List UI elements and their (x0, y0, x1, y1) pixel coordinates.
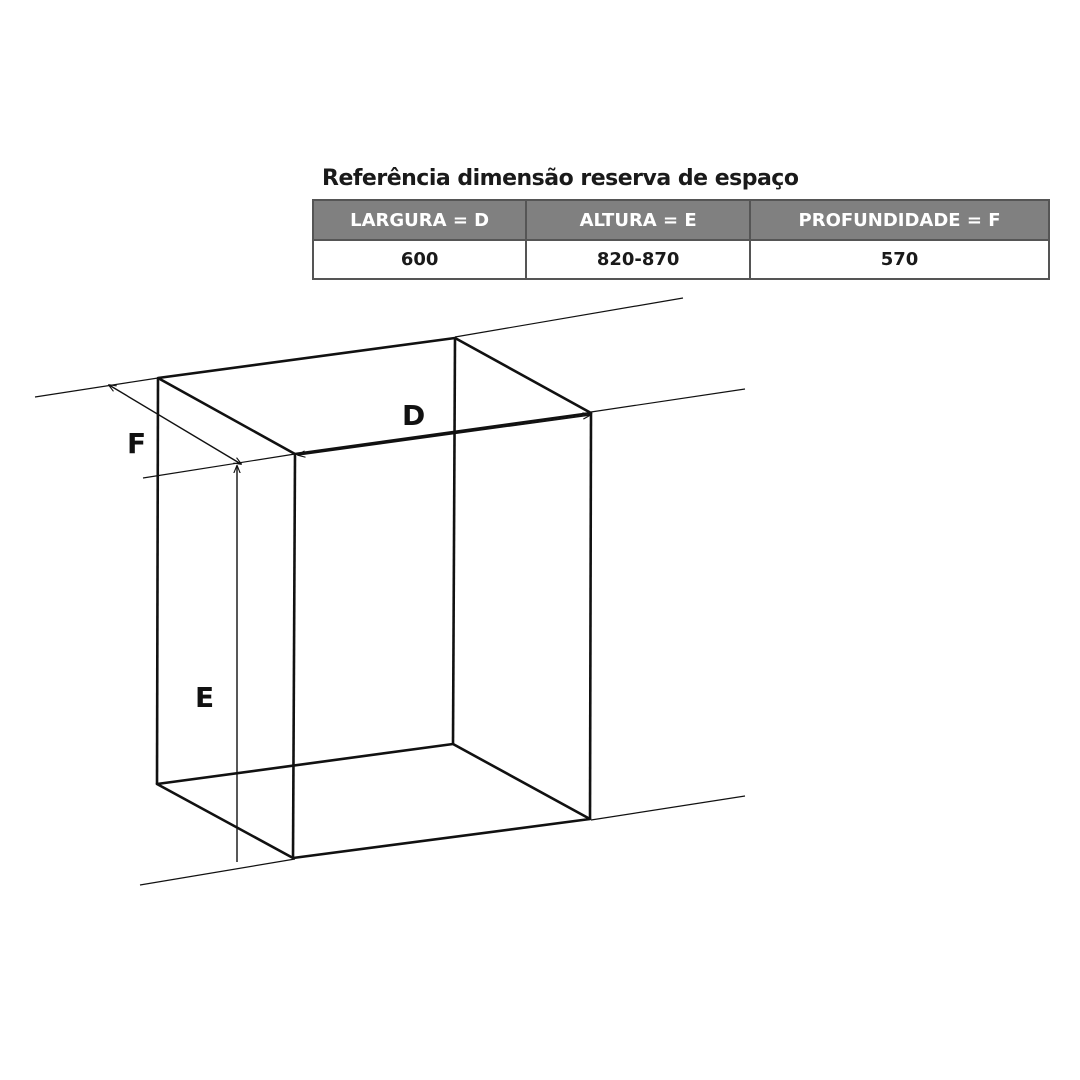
dimension-arrows (109, 385, 590, 862)
cabinet-box (157, 338, 591, 858)
extension-lines (35, 298, 745, 885)
box-bottom-face (157, 744, 590, 858)
top-back-extension-line (35, 378, 158, 397)
box-edge-front-right (590, 413, 591, 819)
header-width: LARGURA = D (313, 200, 526, 240)
box-top-face (158, 338, 591, 454)
box-edge-back-left (157, 378, 158, 784)
label-e: E (195, 681, 215, 714)
box-edge-front-left (293, 454, 295, 858)
label-f: F (127, 427, 147, 460)
header-depth: PROFUNDIDADE = F (750, 200, 1049, 240)
label-d: D (402, 399, 426, 432)
right-front-extension-line (591, 389, 745, 412)
width-arrow-d (298, 415, 590, 455)
header-height: ALTURA = E (526, 200, 750, 240)
value-height: 820-870 (526, 240, 750, 279)
bottom-right-extension-line (591, 796, 745, 820)
top-right-extension-line (455, 298, 683, 337)
bottom-left-extension-line (140, 859, 295, 885)
value-width: 600 (313, 240, 526, 279)
value-depth: 570 (750, 240, 1049, 279)
reference-title: Referência dimensão reserva de espaço (322, 166, 799, 191)
front-top-extension-line (143, 454, 295, 478)
box-edge-back-right (453, 338, 455, 744)
